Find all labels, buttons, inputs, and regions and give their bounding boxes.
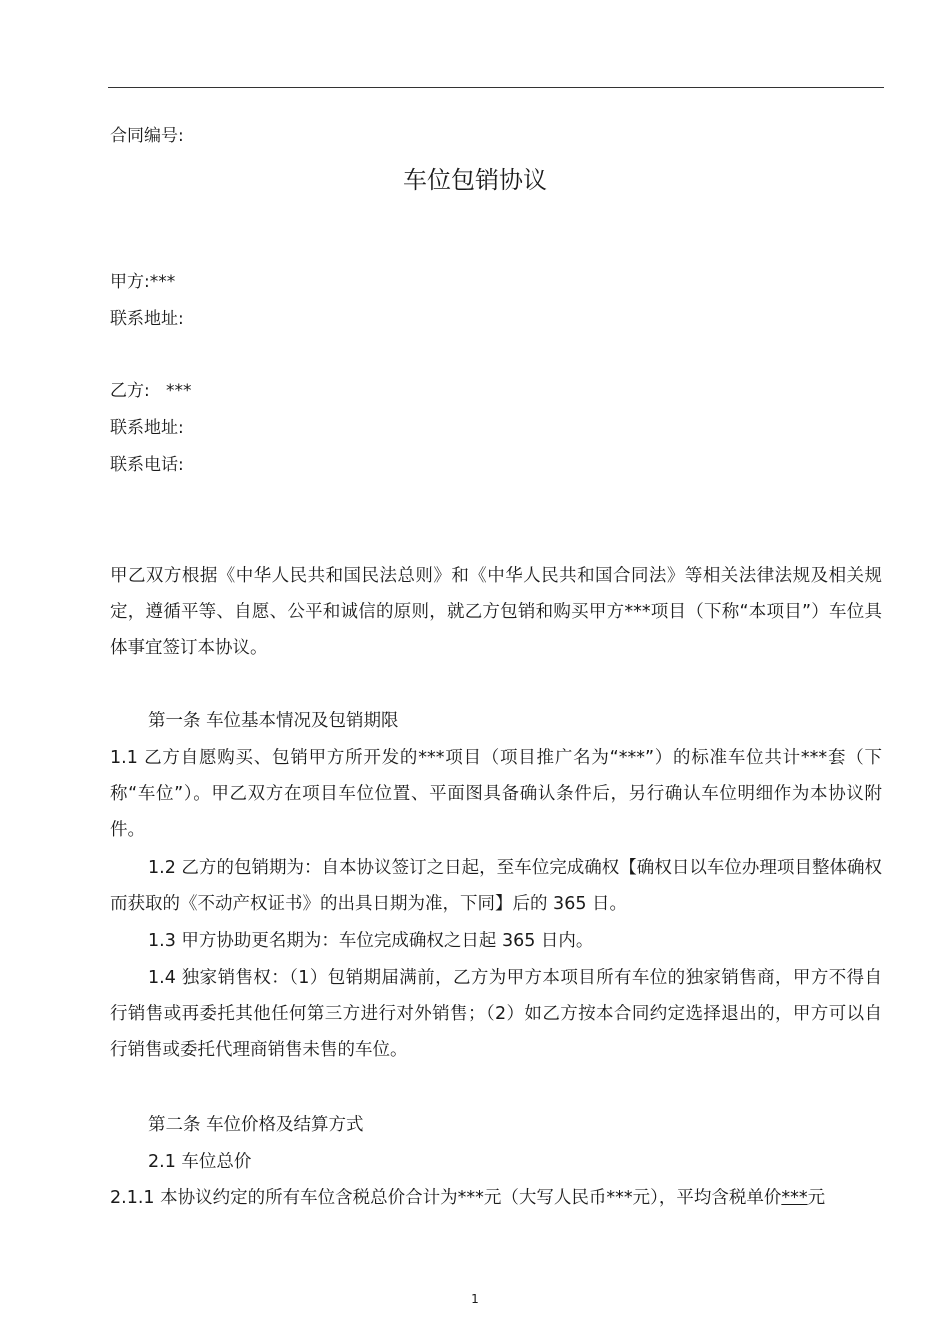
document-title: 车位包销协议 [403, 166, 547, 194]
party-b-address: 联系地址: [110, 418, 184, 438]
article-1-heading: 第一条 车位基本情况及包销期限 [148, 711, 399, 731]
clause-2-1-1 [110, 1180, 882, 1216]
clause-1-2: 1.2 乙方的包销期为：自本协议签订之日起，至车位完成确权【确权日以车位办理项目整体确权而获取的《不动产权证书》的出具日期为准，下同】后的 365 日。 [110, 858, 882, 914]
intro-paragraph: 甲乙双方根据《中华人民共和国民法总则》和《中华人民共和国合同法》等相关法律法规及相关规定，遵循平等、自愿、公平和诚信的原则，就乙方包销和购买甲方***项目（下称“本项目”）车位具体事宜签订本协议。 [110, 566, 882, 658]
party-b-phone: 联系电话: [110, 455, 184, 475]
clause-1-4: 1.4 独家销售权：（1）包销期届满前，乙方为甲方本项目所有车位的独家销售商，甲方不得自行销售或再委托其他任何第三方进行对外销售；（2）如乙方按本合同约定选择退出的，甲方可以自行销售或委托代理商销售未售的车位。 [110, 968, 882, 1060]
party-a-label: 甲方:*** [110, 272, 176, 292]
clause-2-1-1-text: 2.1.1 本协议约定的所有车位含税总价合计为***元（大写人民币***元），平均含税单价 [110, 1188, 782, 1208]
article-2-heading: 第二条 车位价格及结算方式 [148, 1115, 364, 1135]
party-b-label: 乙方: *** [110, 381, 192, 401]
party-a-address: 联系地址: [110, 309, 184, 329]
page-number: 1 [471, 1292, 479, 1306]
contract-number-label: 合同编号: [110, 126, 184, 146]
clause-1-1: 1.1 乙方自愿购买、包销甲方所开发的***项目（项目推广名为“***”）的标准车位共计***套（下称“车位”）。甲乙双方在项目车位位置、平面图具备确认条件后，另行确认车位明细作为本协议附件。 [110, 748, 882, 840]
unit-price-blank: *** [781, 1188, 808, 1208]
clause-1-3: 1.3 甲方协助更名期为：车位完成确权之日起 365 日内。 [148, 931, 594, 951]
clause-2-1-1-unit: 元 [807, 1188, 826, 1208]
clause-2-1: 2.1 车位总价 [148, 1152, 252, 1172]
header-rule [108, 87, 884, 88]
